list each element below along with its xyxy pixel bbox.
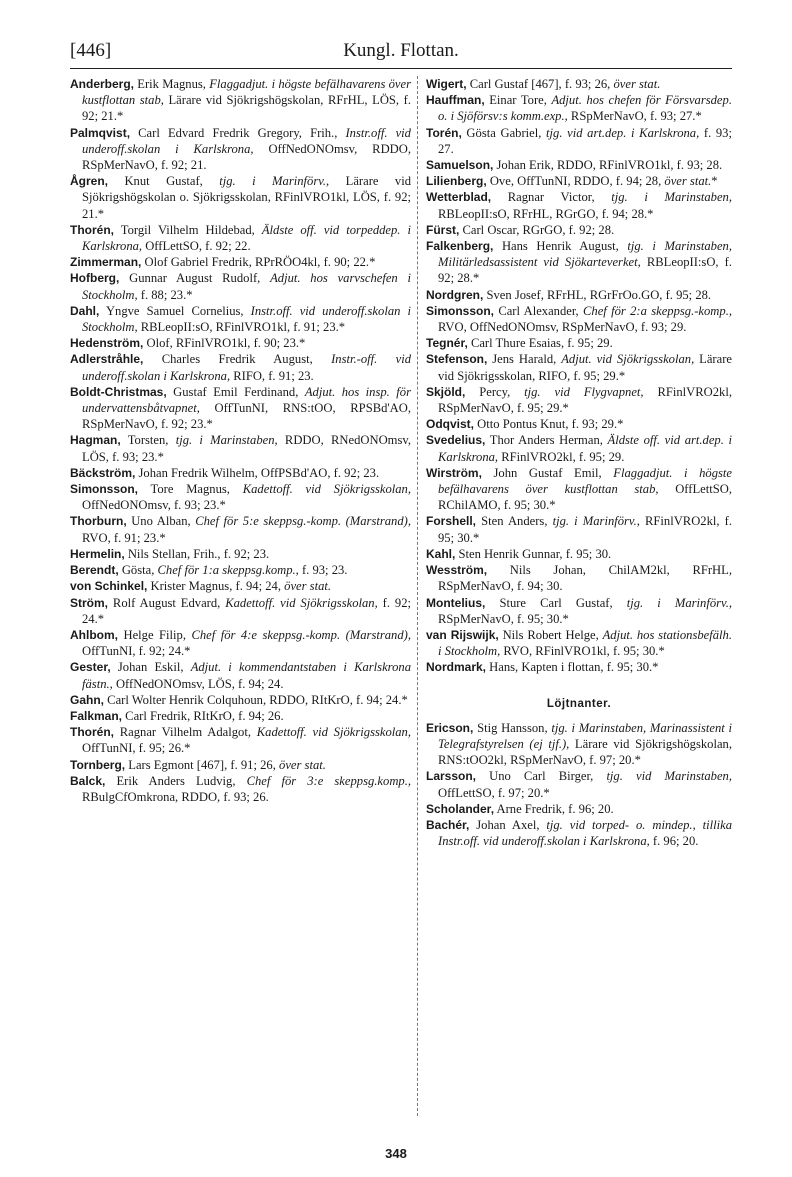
entry-surname: Simonsson, [426, 303, 495, 318]
entry-details: RSpMerNavO, f. 95; 30.* [438, 611, 569, 626]
entry-surname: Montelius, [426, 595, 486, 610]
register-entry [426, 513, 732, 545]
entry-position: tjg. i Marinförv., [219, 174, 330, 189]
entry-surname: Falkman, [70, 708, 123, 723]
entry-details: Johan Fredrik Wilhelm, OffPSBd'AO, f. 92; 23. [135, 465, 380, 480]
entry-details: RVO, OffNedONOmsv, RSpMerNavO, f. 93; 29. [438, 320, 687, 335]
register-entry [70, 659, 411, 691]
entry-surname: Thorburn, [70, 514, 127, 529]
entry-details: Hans Henrik August, [493, 239, 628, 254]
register-entry [70, 432, 411, 464]
entry-position: Kadettoff. vid Sjökrigsskolan, [225, 595, 378, 610]
entry-surname: Hermelin, [70, 546, 125, 561]
entry-details: OffNedONOmsv, RDDO, RSpMerNavO, f. 92; 21. [82, 141, 411, 173]
entry-details: Lärare vid Sjökrigshögskolan, RFrHL, LÖS, f. 92; 21.* [82, 93, 411, 124]
entry-details: Gösta, [118, 563, 158, 578]
register-entry [426, 157, 732, 173]
entry-details: Thor Anders Herman, [485, 433, 608, 448]
register-entry [426, 768, 732, 800]
entry-position: Chef för 1:a skeppsg.komp., [157, 563, 299, 578]
entry-surname: Scholander, [426, 801, 495, 816]
entry-details: Gustaf Emil Ferdinand, [166, 384, 305, 399]
entry-position: Äldste off. vid art.dep. i Karlskrona, [438, 433, 732, 464]
entry-surname: Nordmark, [426, 660, 487, 675]
entry-surname: Simonsson, [70, 482, 139, 497]
entry-surname: Thorén, [70, 222, 114, 237]
entry-surname: Hedenström, [70, 336, 144, 351]
register-entry [70, 757, 411, 773]
entry-surname: Hauffman, [426, 93, 485, 108]
entry-surname: Hofberg, [70, 271, 120, 286]
entry-details: John Gustaf Emil, [481, 465, 614, 480]
entry-details: Nils Stellan, Frih., f. 92; 23. [124, 546, 270, 561]
entry-details: f. 93; 27. [438, 125, 732, 156]
register-entry [426, 287, 732, 303]
entry-position: över stat. [279, 757, 326, 772]
entry-details: RFinlVRO2kl, f. 95; 30.* [438, 514, 732, 545]
register-entry [70, 692, 411, 708]
register-entry [70, 384, 411, 433]
entry-details: Helge Filip, [118, 627, 192, 642]
register-entry [70, 513, 411, 545]
register-entry [426, 222, 732, 238]
register-entry [426, 384, 732, 416]
entry-surname: Zimmerman, [70, 255, 142, 270]
entry-details: f. 88; 23.* [137, 287, 193, 302]
entry-surname: Odqvist, [426, 417, 475, 432]
entry-details: OffLettSO, RChilAMO, f. 95; 30.* [438, 482, 732, 513]
footer-page-number: 348 [385, 1146, 407, 1161]
entry-surname: Thorén, [70, 725, 114, 740]
entry-details: Carl Gustaf [467], f. 93; 26, [466, 77, 614, 91]
entry-details: Olof, RFinlVRO1kl, f. 90; 23.* [143, 336, 306, 351]
entry-details: Johan Axel, [469, 817, 547, 832]
entry-surname: Boldt-Christmas, [70, 384, 167, 399]
entry-details: Einar Tore, [484, 93, 552, 108]
register-entry [426, 173, 732, 189]
header-rule [70, 68, 732, 69]
entry-position: över stat. [613, 77, 661, 91]
entry-position: Adjut. i kommendantstaben i Karlskrona fästn., [82, 660, 411, 691]
entry-surname: Hagman, [70, 433, 121, 448]
entry-details: Otto Pontus Knut, f. 93; 29.* [474, 417, 624, 432]
register-entry [70, 303, 411, 335]
page-header [70, 40, 732, 66]
entry-surname: Lilienberg, [426, 174, 487, 189]
entry-surname: van Rijswijk, [426, 627, 499, 642]
entry-details: Lärare vid Sjökrigsskolan, RIFO, f. 95; 29.* [438, 352, 732, 383]
entry-position: över stat. [284, 579, 332, 594]
register-entry [70, 125, 411, 174]
entry-surname: Gester, [70, 660, 111, 675]
entry-surname: Samuelson, [426, 158, 494, 173]
entry-details: Charles Fredrik August, [143, 352, 332, 367]
right-column-entries [426, 76, 732, 676]
entry-details: Hans, Kapten i flottan, f. 95; 30.* [486, 660, 659, 675]
entry-details: f. 92; 24.* [82, 595, 411, 626]
entry-position: tjg. vid Flygvapnet, [524, 384, 644, 399]
entry-details: Carl Oscar, RGrGO, f. 92; 28. [459, 222, 615, 237]
entry-details: OffNedONOmsv, LÖS, f. 94; 24. [112, 676, 284, 691]
entry-details: Sten Henrik Gunnar, f. 95; 30. [455, 546, 612, 561]
register-entry [426, 238, 732, 287]
entry-position: Äldste off. vid torpeddep. i Karlskrona, [82, 222, 411, 254]
entry-details: RDDO, RNedONOmsv, LÖS, f. 93; 23.* [82, 433, 411, 464]
entry-details: RBulgCfOmkrona, RDDO, f. 93; 26. [82, 789, 269, 804]
entry-details: Arne Fredrik, f. 96; 20. [494, 801, 614, 816]
entry-details: Johan Eskil, [110, 660, 191, 675]
entry-details: Ragnar Vilhelm Adalgot, [114, 725, 257, 740]
entry-details: Stig Hansson, [473, 720, 552, 735]
entry-position: Instr.-off. vid underoff.skolan i Karlskrona, [82, 352, 411, 383]
register-entry [70, 351, 411, 383]
entry-surname: Wetterblad, [426, 190, 492, 205]
entry-details: OffTunNI, f. 95; 26.* [82, 741, 191, 756]
entry-details: Johan Erik, RDDO, RFinlVRO1kl, f. 93; 28. [493, 158, 723, 173]
entry-details: RVO, f. 91; 23.* [82, 530, 166, 545]
entry-details: RFinlVRO2kl, f. 95; 29. [498, 449, 625, 464]
entry-details: Krister Magnus, f. 94; 24, [147, 579, 285, 594]
register-entry [426, 465, 732, 514]
entry-details: OffLettSO, f. 92; 22. [142, 239, 251, 254]
entry-position: tjg. vid torped- o. mindep., tillika Instr.off. vid underoff.skolan i Karlskrona, [438, 817, 733, 849]
entry-surname: Wesström, [426, 563, 488, 578]
entry-details: Nils Johan, ChilAM2kl, RFrHL, RSpMerNavO, f. 94; 30. [438, 563, 732, 594]
entry-position: Kadettoff. vid Sjökrigsskolan, [242, 482, 411, 497]
entry-details: OffTunNI, RNS:tOO, RPSBd'AO, RSpMerNavO, f. 92; 23.* [82, 401, 411, 432]
register-entry [426, 817, 732, 849]
entry-details: f. 93; 23. [298, 563, 348, 578]
register-entry [426, 546, 732, 562]
register-entry [426, 125, 732, 157]
entry-details: Lärare vid Sjökrigshögskolan, RNS:tOO2kl, RSpMerNavO, f. 97; 20.* [438, 736, 732, 768]
left-column [70, 76, 411, 805]
register-entry [426, 92, 732, 124]
entry-details: Carl Thure Esaias, f. 95; 29. [467, 336, 613, 351]
section-heading: Löjtnanter. [546, 697, 612, 710]
entry-details: Rolf August Edvard, [108, 595, 226, 610]
entry-position: Chef för 3:e skeppsg.komp., [246, 773, 412, 788]
entry-surname: Skjöld, [426, 384, 466, 399]
entry-surname: Adlerstråhle, [70, 352, 144, 367]
register-entry [70, 627, 411, 659]
register-entry [70, 724, 411, 756]
entry-details: Lärare vid Sjökrigshögskolan o. Sjökrigsskolan, RFinlVRO1kl, LÖS, f. 92; 21.* [82, 174, 411, 221]
entry-position: Adjut. vid Sjökrigsskolan, [561, 352, 695, 367]
entry-details: Erik Magnus, [134, 77, 210, 91]
entry-position: tjg. i Marinförv., [552, 514, 640, 529]
register-entry [70, 481, 411, 513]
entry-position: tjg. i Marinförv., [626, 595, 732, 610]
entry-details: Carl Alexander, [494, 303, 584, 318]
entry-details: RBLeopII:sO, f. 92; 28.* [438, 255, 732, 286]
entry-position: Chef för 5:e skeppsg.-komp. (Marstrand), [195, 514, 411, 529]
header-title: Kungl. Flottan. [343, 40, 459, 61]
entry-surname: Larsson, [426, 769, 477, 784]
entry-surname: Falkenberg, [426, 239, 494, 254]
entry-position: över stat. [664, 174, 712, 189]
column-divider [417, 76, 418, 1116]
entry-details: Percy, [465, 384, 525, 399]
entry-surname: Svedelius, [426, 433, 486, 448]
entry-details: Uno Alban, [126, 514, 196, 529]
entry-surname: Ahlbom, [70, 627, 118, 642]
entry-surname: Ågren, [70, 174, 109, 189]
entry-position: tjg. i Marinstaben, [175, 433, 278, 448]
header-page-number: [446] [70, 40, 112, 61]
entry-details: Ragnar Victor, [491, 190, 612, 205]
register-entry [426, 432, 732, 464]
entry-details: RVO, RFinlVRO1kl, f. 95; 30.* [500, 644, 665, 659]
right-column [426, 76, 732, 849]
entry-surname: Nordgren, [426, 287, 484, 302]
entry-position: tjg. i Marinstaben, [611, 190, 732, 205]
entry-surname: Gahn, [70, 692, 105, 707]
entry-position: tjg. vid Marinstaben, [606, 769, 733, 784]
entry-details: RBLeopII:sO, RFinlVRO1kl, f. 91; 23.* [137, 320, 346, 335]
entry-details: RIFO, f. 91; 23. [230, 368, 314, 383]
entry-position: Adjut. hos chefen för Försvarsdep. o. i Sjöförsv:s komm.exp., [438, 93, 732, 124]
entry-surname: Bachér, [426, 817, 470, 832]
entry-surname: Dahl, [70, 303, 100, 318]
entry-position: Chef för 4:e skeppsg.-komp. (Marstrand), [191, 627, 411, 642]
register-entry [70, 562, 411, 578]
entry-surname: Wigert, [426, 77, 467, 91]
entry-surname: Balck, [70, 773, 106, 788]
register-entry [70, 578, 411, 594]
entry-details: f. 96; 20. [649, 834, 699, 849]
entry-position: Adjut. hos insp. för undervattensbåtvapnet, [82, 384, 411, 416]
register-entry [426, 189, 732, 221]
entry-details: Sven Josef, RFrHL, RGrFrOo.GO, f. 95; 28. [483, 287, 712, 302]
entry-details: Gunnar August Rudolf, [119, 271, 271, 286]
register-entry [426, 416, 732, 432]
entry-surname: Palmqvist, [70, 125, 131, 140]
entry-details: OffLettSO, f. 97; 20.* [438, 785, 550, 800]
entry-position: Flaggadjut. i högste befälhavarens över kustflottan stab, [82, 77, 411, 108]
register-entry [70, 335, 411, 351]
entry-surname: Ericson, [426, 720, 474, 735]
entry-surname: Ström, [70, 595, 109, 610]
entry-position: Instr.off. vid underoff.skolan i Stockholm, [82, 303, 411, 335]
entry-details: Jens Harald, [487, 352, 562, 367]
register-entry [426, 76, 732, 92]
entry-position: Flaggadjut. i högste befälhavarens över kustflottan stab, [438, 465, 732, 497]
entry-surname: Berendt, [70, 563, 119, 578]
entry-details: OffNedONOmsv, f. 93; 23.* [82, 498, 226, 513]
register-entry [426, 335, 732, 351]
entry-surname: Kahl, [426, 546, 456, 561]
register-entry [70, 773, 411, 805]
entry-details: Carl Edvard Fredrik Gregory, Frih., [130, 125, 346, 140]
entry-details: Carl Wolter Henrik Colquhoun, RDDO, RItKrO, f. 94; 24.* [104, 692, 408, 707]
entry-details: RBLeopII:sO, RFrHL, RGrGO, f. 94; 28.* [438, 206, 654, 221]
register-entry [426, 801, 732, 817]
register-entry [70, 546, 411, 562]
register-entry [426, 720, 732, 769]
entry-details: Olof Gabriel Fredrik, RPrRÖO4kl, f. 90; 22.* [141, 255, 376, 270]
entry-surname: Tegnér, [426, 336, 468, 351]
register-entry [70, 222, 411, 254]
entry-details: RFinlVRO2kl, RSpMerNavO, f. 95; 29.* [438, 384, 732, 416]
register-entry [426, 595, 732, 627]
register-entry [426, 659, 732, 675]
entry-details: Torsten, [120, 433, 176, 448]
entry-position: Adjut. hos stationsbefälh. i Stockholm, [438, 627, 732, 659]
entry-details: Erik Anders Ludvig, [105, 773, 247, 788]
entry-details: OffTunNI, f. 92; 24.* [82, 644, 191, 659]
entry-details: Torgil Vilhelm Hildebad, [114, 222, 262, 237]
entry-surname: Torén, [426, 125, 462, 140]
entry-position: tjg. i Marinstaben, Marinassistent i Telegrafstyrelsen (ej tjf.), [438, 720, 732, 751]
right-column-entries-after [426, 720, 732, 850]
entry-details: RSpMerNavO, f. 93; 27.* [567, 109, 702, 124]
entry-details: * [711, 174, 718, 189]
entry-surname: von Schinkel, [70, 579, 148, 594]
register-entry [70, 270, 411, 302]
entry-position: tjg. vid art.dep. i Karlskrona, [546, 125, 700, 140]
entry-surname: Tornberg, [70, 757, 126, 772]
entry-surname: Anderberg, [70, 77, 135, 91]
entry-surname: Stefenson, [426, 352, 488, 367]
entry-details: Knut Gustaf, [108, 174, 220, 189]
entry-details: Carl Fredrik, RItKrO, f. 94; 26. [122, 708, 284, 723]
entry-details: Ove, OffTunNI, RDDO, f. 94; 28, [486, 174, 665, 189]
entry-position: tjg. i Marinstaben, Militärledsassistent vid Sjökarteverket, [438, 239, 732, 270]
entry-details: Nils Robert Helge, [498, 627, 603, 642]
entry-details: Uno Carl Birger, [476, 769, 607, 784]
entry-details: Sture Carl Gustaf, [485, 595, 627, 610]
register-entry [426, 627, 732, 659]
entry-details: Gösta Gabriel, [461, 125, 547, 140]
entry-position: Adjut. hos varvschefen i Stockholm, [82, 271, 411, 302]
register-entry [70, 76, 411, 125]
entry-position: Chef för 2:a skeppsg.-komp., [583, 303, 732, 318]
register-entry [426, 303, 732, 335]
entry-surname: Bäckström, [70, 465, 136, 480]
register-entry [70, 254, 411, 270]
entry-details: Yngve Samuel Cornelius, [99, 303, 251, 318]
register-entry [70, 708, 411, 724]
entry-surname: Forshell, [426, 514, 477, 529]
entry-position: Kadettoff. vid Sjökrigsskolan, [256, 725, 411, 740]
entry-surname: Fürst, [426, 222, 460, 237]
entry-details: Lars Egmont [467], f. 91; 26, [125, 757, 280, 772]
register-entry [70, 595, 411, 627]
register-entry [426, 351, 732, 383]
entry-position: Instr.off. vid underoff.skolan i Karlskrona, [82, 125, 411, 156]
register-entry [70, 173, 411, 222]
entry-details: Sten Anders, [476, 514, 553, 529]
entry-details: Tore Magnus, [138, 482, 243, 497]
entry-surname: Wirström, [426, 465, 482, 480]
register-entry [70, 465, 411, 481]
register-entry [426, 562, 732, 594]
